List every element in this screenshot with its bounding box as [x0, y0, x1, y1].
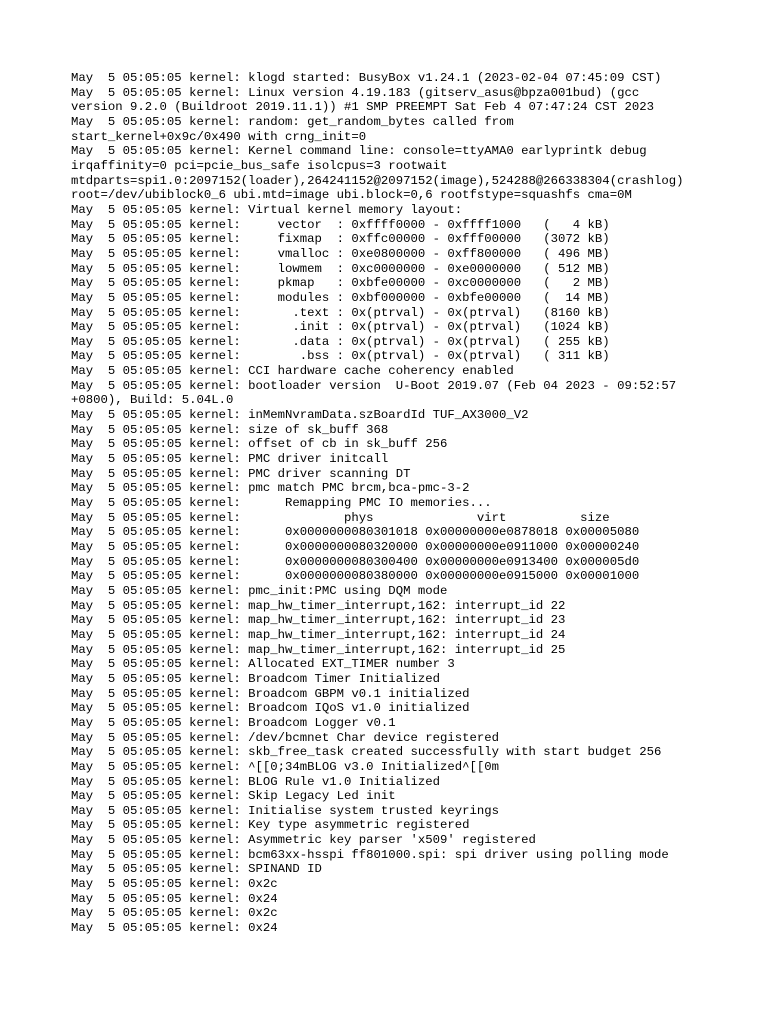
log-line: May 5 05:05:05 kernel: Broadcom Logger v0.1 [71, 715, 396, 730]
log-line: May 5 05:05:05 kernel: ^[[0;34mBLOG v3.0 Initialized^[[0m [71, 759, 500, 774]
log-line: May 5 05:05:05 kernel: fixmap : 0xffc00000 - 0xfff00000 (3072 kB) [71, 232, 610, 247]
log-line: May 5 05:05:05 kernel: 0x0000000080300400 0x00000000e0913400 0x000005d0 [71, 554, 640, 569]
log-line: May 5 05:05:05 kernel: 0x2c [71, 877, 278, 892]
log-line: May 5 05:05:05 kernel: Initialise system trusted keyrings [71, 803, 500, 818]
log-line: May 5 05:05:05 kernel: Kernel command line: console=ttyAMA0 earlyprintk debug [71, 144, 647, 159]
log-line: May 5 05:05:05 kernel: CCI hardware cache coherency enabled [71, 364, 514, 379]
log-line: May 5 05:05:05 kernel: Linux version 4.19.183 (gitserv_asus@bpza001bud) (gcc [71, 85, 640, 100]
log-line: May 5 05:05:05 kernel: map_hw_timer_interrupt,162: interrupt_id 24 [71, 627, 566, 642]
log-line: May 5 05:05:05 kernel: 0x24 [71, 921, 278, 936]
log-line: May 5 05:05:05 kernel: map_hw_timer_interrupt,162: interrupt_id 23 [71, 613, 566, 628]
log-line: May 5 05:05:05 kernel: Broadcom IQoS v1.0 initialized [71, 701, 470, 716]
log-line: May 5 05:05:05 kernel: .bss : 0x(ptrval) - 0x(ptrval) ( 311 kB) [71, 349, 610, 364]
log-line: May 5 05:05:05 kernel: Broadcom Timer Initialized [71, 671, 440, 686]
log-line: May 5 05:05:05 kernel: skb_free_task created successfully with start budget 256 [71, 745, 662, 760]
log-line: May 5 05:05:05 kernel: Broadcom GBPM v0.1 initialized [71, 686, 470, 701]
log-line: May 5 05:05:05 kernel: pkmap : 0xbfe00000 - 0xc0000000 ( 2 MB) [71, 276, 610, 291]
log-line: May 5 05:05:05 kernel: pmc_init:PMC using DQM mode [71, 583, 448, 598]
log-line: May 5 05:05:05 kernel: PMC driver initcall [71, 452, 389, 467]
log-line: May 5 05:05:05 kernel: random: get_random_bytes called from [71, 114, 514, 129]
log-line: May 5 05:05:05 kernel: SPINAND ID [71, 862, 322, 877]
log-line: May 5 05:05:05 kernel: pmc match PMC brcm,bca-pmc-3-2 [71, 481, 470, 496]
kernel-log-text [71, 71, 684, 936]
log-line: mtdparts=spi1.0:2097152(loader),264241152@2097152(image),524288@266338304(crashlog) [71, 173, 684, 188]
log-line: root=/dev/ubiblock0_6 ubi.mtd=image ubi.block=0,6 rootfstype=squashfs cma=0M [71, 188, 632, 203]
log-line: May 5 05:05:05 kernel: /dev/bcmnet Char device registered [71, 730, 500, 745]
log-line: May 5 05:05:05 kernel: klogd started: BusyBox v1.24.1 (2023-02-04 07:45:09 CST) [71, 71, 662, 85]
log-line: May 5 05:05:05 kernel: bcm63xx-hsspi ff801000.spi: spi driver using polling mode [71, 847, 669, 862]
log-line: May 5 05:05:05 kernel: .data : 0x(ptrval) - 0x(ptrval) ( 255 kB) [71, 334, 610, 349]
log-line: version 9.2.0 (Buildroot 2019.11.1)) #1 SMP PREEMPT Sat Feb 4 07:47:24 CST 2023 [71, 100, 654, 115]
log-line: May 5 05:05:05 kernel: Asymmetric key parser 'x509' registered [71, 833, 536, 848]
log-line: start_kernel+0x9c/0x490 with crng_init=0 [71, 129, 367, 144]
log-line: May 5 05:05:05 kernel: 0x0000000080320000 0x00000000e0911000 0x00000240 [71, 540, 640, 554]
log-line: May 5 05:05:05 kernel: Key type asymmetric registered [71, 818, 470, 833]
log-line: May 5 05:05:05 kernel: Skip Legacy Led init [71, 789, 396, 804]
log-line: May 5 05:05:05 kernel: map_hw_timer_interrupt,162: interrupt_id 25 [71, 642, 566, 657]
log-line: May 5 05:05:05 kernel: inMemNvramData.szBoardId TUF_AX3000_V2 [71, 408, 529, 423]
log-line: May 5 05:05:05 kernel: 0x2c [71, 906, 278, 921]
log-line: May 5 05:05:05 kernel: Allocated EXT_TIMER number 3 [71, 657, 455, 672]
log-line: May 5 05:05:05 kernel: lowmem : 0xc0000000 - 0xe0000000 ( 512 MB) [71, 261, 610, 276]
log-line: May 5 05:05:05 kernel: 0x0000000080301018 0x00000000e0878018 0x00005080 [71, 525, 640, 540]
log-line: May 5 05:05:05 kernel: phys virt size [71, 510, 610, 525]
log-line: May 5 05:05:05 kernel: Remapping PMC IO memories... [71, 496, 492, 511]
log-line: May 5 05:05:05 kernel: PMC driver scanning DT [71, 466, 411, 481]
log-line: May 5 05:05:05 kernel: vmalloc : 0xe0800000 - 0xff800000 ( 496 MB) [71, 246, 610, 261]
log-line: irqaffinity=0 pci=pcie_bus_safe isolcpus=3 rootwait [71, 158, 448, 173]
log-line: May 5 05:05:05 kernel: Virtual kernel memory layout: [71, 202, 463, 217]
log-line: May 5 05:05:05 kernel: BLOG Rule v1.0 Initialized [71, 774, 440, 789]
log-line: May 5 05:05:05 kernel: map_hw_timer_interrupt,162: interrupt_id 22 [71, 598, 566, 613]
log-line: May 5 05:05:05 kernel: 0x0000000080380000 0x00000000e0915000 0x00001000 [71, 569, 640, 584]
log-line: May 5 05:05:05 kernel: 0x24 [71, 891, 278, 906]
log-line: May 5 05:05:05 kernel: vector : 0xffff0000 - 0xffff1000 ( 4 kB) [71, 217, 610, 232]
log-line: May 5 05:05:05 kernel: .init : 0x(ptrval) - 0x(ptrval) (1024 kB) [71, 320, 610, 335]
log-line: May 5 05:05:05 kernel: size of sk_buff 368 [71, 422, 389, 437]
log-line: May 5 05:05:05 kernel: bootloader version U-Boot 2019.07 (Feb 04 2023 - 09:52:57 [71, 378, 677, 393]
log-line: +0800), Build: 5.04L.0 [71, 393, 234, 408]
log-line: May 5 05:05:05 kernel: .text : 0x(ptrval) - 0x(ptrval) (8160 kB) [71, 305, 610, 320]
log-line: May 5 05:05:05 kernel: modules : 0xbf000000 - 0xbfe00000 ( 14 MB) [71, 290, 610, 305]
log-line: May 5 05:05:05 kernel: offset of cb in sk_buff 256 [71, 437, 448, 452]
